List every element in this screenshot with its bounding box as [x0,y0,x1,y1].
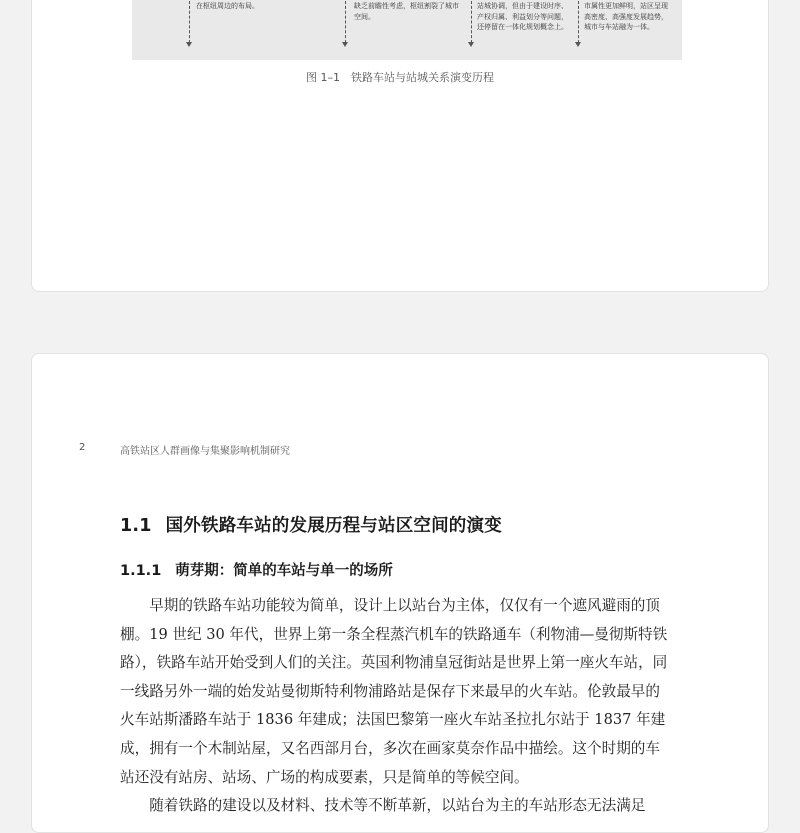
subsection-number: 1.1.1 [120,563,162,579]
subsection-title: 萌芽期：简单的车站与单一的场所 [175,563,393,579]
section-number: 1.1 [120,516,152,536]
figure-column-text: 在枢纽周边的布局。 [196,2,259,10]
figure-caption: 图 1–1 铁路车站与站城关系演变历程 [306,71,494,84]
figure-image [132,0,682,60]
timeline-arrow [189,1,190,43]
body-text [120,592,672,821]
timeline-arrow [345,1,346,43]
section-title: 国外铁路车站的发展历程与站区空间的演变 [165,516,502,536]
paragraph: 早期的铁路车站功能较为简单，设计上以站台为主体，仅仅有一个遮风避雨的顶棚。19 世纪 30 年代，世界上第一条全程蒸汽机车的铁路通车（利物浦—曼彻斯特铁路），铁路车站开始受到人们的关注。英国利物浦皇冠街站是世界上第一座火车站，同一线路另外一端的始发站曼彻斯特利物浦路站是保存下来最早的火车站。伦敦最早的火车站斯潘路车站于 1836 年建成；法国巴黎第一座火车站圣拉扎尔站于 1837 年建成，拥有一个木制站屋，又名西部月台，多次在画家莫奈作品中描绘。这个时期的车站还没有站房、站场、广场的构成要素，只是简单的等候空间。 [120,597,668,786]
page-number: 2 [79,442,86,453]
document-page-1 [31,0,769,292]
document-page-2 [31,353,769,833]
timeline-arrow [471,1,472,43]
figure-column-text: 缺乏前瞻性考虑，枢纽割裂了城市 空间。 [354,2,459,21]
timeline-arrow [578,1,579,43]
paragraph: 随着铁路的建设以及材料、技术等不断革新，以站台为主的车站形态无法满足 [149,797,646,815]
section-heading [120,512,502,537]
figure-column-text: 市属性更加鲜明，站区呈现 高密度、高强度发展趋势， 城市与车站融为一体。 [584,2,668,31]
running-header: 高铁站区人群画像与集聚影响机制研究 [120,446,290,457]
figure-column-text: 站城协调，但由于建设时序、 产权归属、利益划分等问题， 还停留在一体化规划概念上。 [477,2,568,31]
subsection-heading [120,559,393,580]
